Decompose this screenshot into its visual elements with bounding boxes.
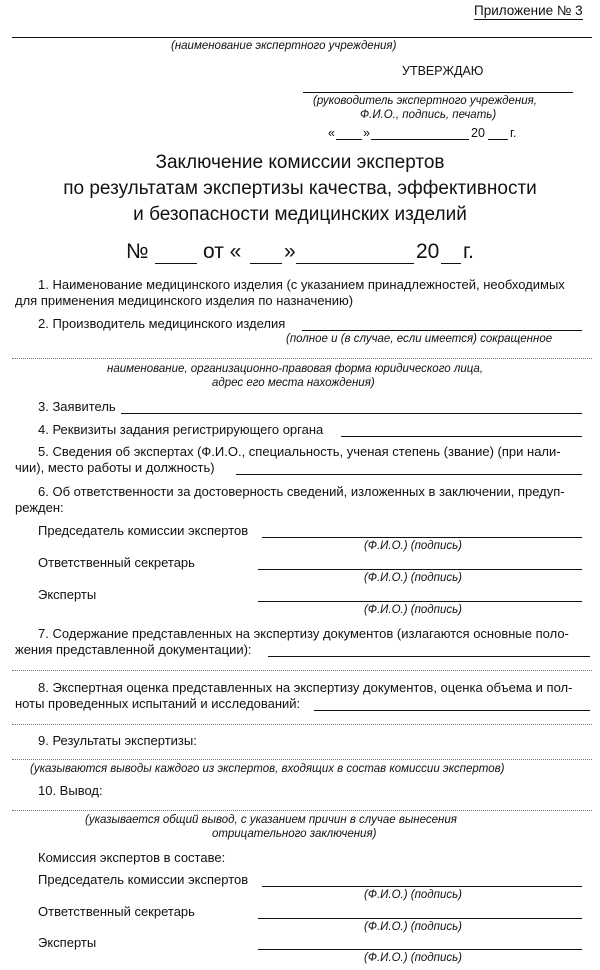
item-2-label: 2. Производитель медицинского изделия xyxy=(38,316,286,331)
title-line-2: по результатам экспертизы качества, эффективности xyxy=(63,178,537,199)
approve-label: УТВЕРЖДАЮ xyxy=(402,64,484,78)
number-g: г. xyxy=(463,240,474,263)
item-9-caption: (указываются выводы каждого из экспертов, входящих в состав комиссии экспертов) xyxy=(30,763,505,775)
number-close-quote: » xyxy=(284,240,296,263)
item-7-line xyxy=(268,656,590,657)
item-2-caption-2: наименование, организационно-правовая форма юридического лица, xyxy=(107,363,484,375)
approve-date-year-line xyxy=(488,139,508,140)
item-2-line xyxy=(302,330,582,331)
sig-top-chair-label: Председатель комиссии экспертов xyxy=(38,523,249,538)
sig-top-experts-caption: (Ф.И.О.) (подпись) xyxy=(364,604,463,616)
sig-bottom-composition: Комиссия экспертов в составе: xyxy=(38,850,226,865)
item-9-label: 9. Результаты экспертизы: xyxy=(38,733,197,748)
number-year-line xyxy=(441,263,461,264)
number-year: 20 xyxy=(416,240,440,263)
item-10-caption-2: отрицательного заключения) xyxy=(212,828,377,840)
number-line xyxy=(155,263,197,264)
item-8-line-1: 8. Экспертная оценка представленных на экспертизу документов, оценка объема и пол- xyxy=(38,680,573,695)
item-10-label: 10. Вывод: xyxy=(38,783,103,798)
item-3-line xyxy=(121,413,582,414)
approve-date-month-line xyxy=(371,139,469,140)
sig-bottom-secretary-caption: (Ф.И.О.) (подпись) xyxy=(364,921,463,933)
item-7-line-1: 7. Содержание представленных на экспертизу документов (излагаются основные поло- xyxy=(38,626,569,641)
sig-top-experts-label: Эксперты xyxy=(38,587,97,602)
head-caption-1: (руководитель экспертного учреждения, xyxy=(313,95,537,107)
item-8-line xyxy=(314,710,590,711)
approve-date-day-line xyxy=(336,139,362,140)
item-5-line-1: 5. Сведения об экспертах (Ф.И.О., специальность, ученая степень (звание) (при нали- xyxy=(38,444,561,459)
sig-top-chair-line xyxy=(262,537,582,538)
item-7-line-2: жения представленной документации): xyxy=(15,642,252,657)
sig-bottom-secretary-line xyxy=(258,918,582,919)
title-line-3: и безопасности медицинских изделий xyxy=(133,204,467,225)
item-6-line-1: 6. Об ответственности за достоверность сведений, изложенных в заключении, предуп- xyxy=(38,484,565,499)
item-2-caption-1: (полное и (в случае, если имеется) сокращенное xyxy=(286,333,553,345)
number-month-line xyxy=(296,263,414,264)
item-2-caption-3: адрес его места нахождения) xyxy=(212,377,375,389)
item-1-line-2: для применения медицинского изделия по назначению) xyxy=(15,293,354,308)
item-4-label: 4. Реквизиты задания регистрирующего органа xyxy=(38,422,324,437)
number-sign: № xyxy=(126,240,149,263)
sig-top-secretary-caption: (Ф.И.О.) (подпись) xyxy=(364,572,463,584)
number-day-line xyxy=(250,263,282,264)
item-10-dotted-line xyxy=(12,810,592,811)
sig-top-experts-line xyxy=(258,601,582,602)
item-4-line xyxy=(341,436,582,437)
item-3-label: 3. Заявитель xyxy=(38,399,116,414)
number-from: от « xyxy=(203,240,242,263)
sig-top-secretary-line xyxy=(258,569,582,570)
item-5-line xyxy=(236,474,582,475)
sig-bottom-chair-line xyxy=(262,886,582,887)
appendix-label: Приложение № 3 xyxy=(474,3,583,18)
item-1-line-1: 1. Наименование медицинского изделия (с указанием принадлежностей, необходимых xyxy=(38,277,565,292)
sig-top-chair-caption: (Ф.И.О.) (подпись) xyxy=(364,540,463,552)
sig-bottom-chair-caption: (Ф.И.О.) (подпись) xyxy=(364,889,463,901)
item-2-dotted-line xyxy=(12,358,592,359)
institution-line xyxy=(12,37,592,38)
approve-date-open: « xyxy=(328,126,335,140)
sig-top-secretary-label: Ответственный секретарь xyxy=(38,555,195,570)
sig-bottom-experts-caption: (Ф.И.О.) (подпись) xyxy=(364,952,463,964)
item-7-dotted-line xyxy=(12,670,592,671)
approve-date-mid: » xyxy=(363,126,370,140)
item-8-line-2: ноты проведенных испытаний и исследований: xyxy=(15,696,301,711)
approve-date-g: г. xyxy=(510,126,517,140)
item-5-line-2: чии), место работы и должность) xyxy=(15,460,215,475)
sig-bottom-experts-label: Эксперты xyxy=(38,935,97,950)
item-8-dotted-line xyxy=(12,724,592,725)
approve-date-year: 20 xyxy=(471,126,485,140)
title-line-1: Заключение комиссии экспертов xyxy=(155,152,445,173)
sig-bottom-secretary-label: Ответственный секретарь xyxy=(38,904,195,919)
head-line xyxy=(303,92,573,93)
item-6-line-2: режден: xyxy=(15,500,64,515)
item-10-caption-1: (указывается общий вывод, с указанием причин в случае вынесения xyxy=(85,814,457,826)
sig-bottom-chair-label: Председатель комиссии экспертов xyxy=(38,872,249,887)
sig-bottom-experts-line xyxy=(258,949,582,950)
institution-caption: (наименование экспертного учреждения) xyxy=(171,40,397,52)
head-caption-2: Ф.И.О., подпись, печать) xyxy=(360,109,497,121)
item-9-dotted-line xyxy=(12,759,592,760)
